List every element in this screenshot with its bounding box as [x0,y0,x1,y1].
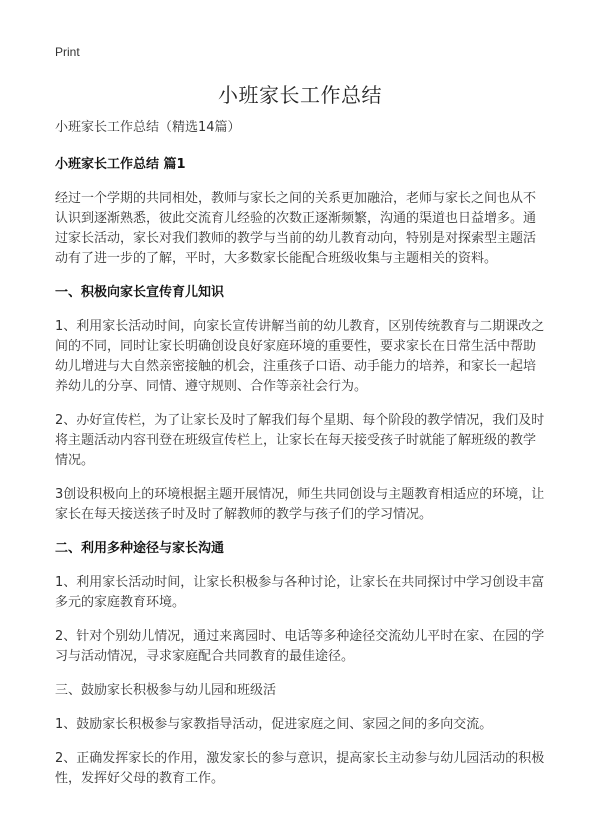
section1-item-3: 3创设积极向上的环境根据主题开展情况，师生共同创设与主题教育相适应的环境，让家长在每天接送孩子时及时了解教师的教学与孩子们的学习情况。 [55,487,545,522]
section2-item-1: 1、利用家长活动时间，让家长积极参与各种讨论，让家长在共同探讨中学习创设丰富多元的家庭教育环境。 [55,575,545,610]
page-title: 小班家长工作总结 [218,83,382,107]
section1-item-2: 2、办好宣传栏，为了让家长及时了解我们每个星期、每个阶段的教学情况，我们及时将主题活动内容刊登在班级宣传栏上，让家长在每天接受孩子时就能了解班级的教学情况。 [55,413,545,468]
section-heading-2: 二、利用多种途径与家长沟通 [55,541,225,556]
section3-item-1: 1、鼓励家长积极参与家教指导活动，促进家庭之间、家园之间的多向交流。 [55,717,493,732]
document-content [55,118,547,803]
section1-item-1: 1、利用家长活动时间，向家长宣传讲解当前的幼儿教育，区别传统教育与二期课改之间的不同，同时让家长明确创设良好家庭环境的重要性，要求家长在日常生活中帮助幼儿增进与大自然亲密接触的机会，注重孩子口语、动手能力的培养，和家长一起培养幼儿的分享、同情、遵守规则、合作等亲社会行为。 [55,319,545,394]
document-subtitle: 小班家长工作总结（精选14篇） [55,120,241,135]
article-heading: 小班家长工作总结 篇1 [55,157,186,172]
section2-item-2: 2、针对个别幼儿情况，通过来离园时、电话等多种途径交流幼儿平时在家、在园的学习与活动情况，寻求家庭配合共同教育的最佳途径。 [55,629,545,664]
section3-item-2: 2、正确发挥家长的作用，激发家长的参与意识，提高家长主动参与幼儿园活动的积极性，发挥好父母的教育工作。 [55,751,545,786]
section-heading-1: 一、积极向家长宣传育儿知识 [55,285,225,300]
print-link[interactable]: Print [55,45,80,59]
intro-paragraph: 经过一个学期的共同相处，教师与家长之间的关系更加融洽，老师与家长之间也从不认识到逐渐熟悉，彼此交流育儿经验的次数正逐渐频繁，沟通的渠道也日益增多。通过家长活动，家长对我们教师的教学与当前的幼儿教育动向，特别是对探索型主题活动有了进一步的了解，平时，大多数家长能配合班级收集与主题相关的资料。 [55,191,537,266]
section-heading-3: 三、鼓励家长积极参与幼儿园和班级活 [55,683,277,698]
